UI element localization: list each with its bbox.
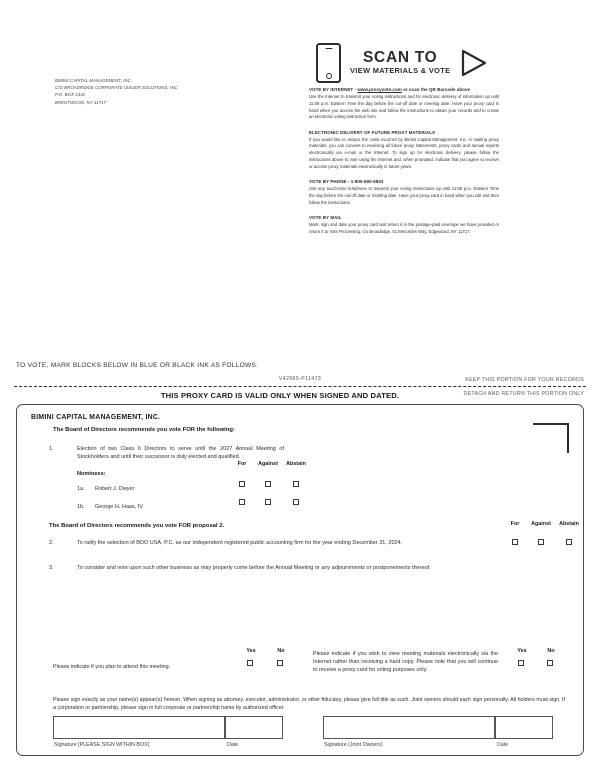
date-joint-box[interactable] [495, 716, 553, 739]
checkbox-1b-against[interactable] [265, 499, 271, 505]
valid-when-signed-notice: THIS PROXY CARD IS VALID ONLY WHEN SIGNED AND DATED. [160, 391, 400, 400]
column-header-for-2: For [510, 521, 520, 527]
proposal-1 [49, 445, 284, 462]
instruction-body: Use any touch-tone telephone to transmit your voting instructions up until 11:59 p.m. Eastern Time the day before the cut-off date or meeting date. Have your proxy card in hand when you call and then follow the instructions. [309, 186, 499, 205]
card-company-title: BIMINI CAPITAL MANAGEMENT, INC. [31, 414, 161, 421]
detach-portion-notice: DETACH AND RETURN THIS PORTION ONLY [463, 391, 584, 397]
voting-instructions [309, 86, 499, 236]
column-header-abstain-2: Abstain [559, 521, 579, 527]
instruction-phone [309, 178, 499, 206]
attendance-no-label: No [277, 648, 285, 654]
play-triangle-icon [461, 49, 487, 77]
board-recommendation-1: The Board of Directors recommends you vote FOR the following: [53, 427, 235, 433]
address-line: C/O BROADRIDGE CORPORATE ISSUER SOLUTIONS, INC [55, 85, 178, 91]
control-number: V42965-P11473 [278, 376, 322, 382]
instruction-body: If you would like to reduce the costs incurred by Bimini Capital Management, Inc. in mailing proxy materials, you can consent to receiving all future proxy statements, proxy cards and annual reports electronically via e-mail or the Internet. To sign up for electronic delivery, please follow the instructions above to vote using the Internet and, when prompted, indicate that you agree to receive or access proxy materials electronically in future years. [309, 136, 499, 170]
checkbox-2-against[interactable] [538, 539, 544, 545]
electronic-materials-question: Please indicate if you wish to view meeting materials electronically via the Internet rather than receiving a hard copy. Please note that you will continue to receive a proxy card for voting purposes only. [313, 651, 498, 674]
instruction-heading: VOTE BY INTERNET - www.proxyvote.com or scan the QR Barcode above [309, 87, 471, 92]
alignment-corner-mark [533, 423, 569, 453]
column-header-for: For [237, 461, 247, 467]
proxy-card [16, 404, 584, 756]
mark-blocks-notice: TO VOTE, MARK BLOCKS BELOW IN BLUE OR BLACK INK AS FOLLOWS: [16, 362, 259, 369]
electronic-no-label: No [547, 648, 555, 654]
smartphone-icon [316, 43, 341, 83]
detach-dashed-rule [14, 386, 586, 387]
proposal-2 [49, 539, 509, 547]
proposal-2-text: To ratify the selection of BDO USA, P.C. as our independent registered public accounting firm for the year ending December 31, 2024. [77, 540, 403, 546]
checkbox-1a-abstain[interactable] [293, 481, 299, 487]
proxyvote-link[interactable]: www.proxyvote.com [357, 87, 402, 92]
date-primary-box[interactable] [225, 716, 283, 739]
column-header-against: Against [258, 461, 278, 467]
instruction-body: Mark, sign and date your proxy card and return it in the postage-paid envelope we have provided or return it to Vote Processing, c/o Broadridge, 51 Mercedes Way, Edgewood, NY 11717. [309, 222, 499, 234]
checkbox-1a-against[interactable] [265, 481, 271, 487]
checkbox-1b-abstain[interactable] [293, 499, 299, 505]
signature-joint-label: Signature (Joint Owners) [324, 742, 383, 748]
instruction-heading: VOTE BY PHONE - 1-800-690-6903 [309, 179, 384, 185]
electronic-yes-label: Yes [517, 648, 527, 654]
signature-primary-label: Signature [PLEASE SIGN WITHIN BOX] [54, 742, 150, 748]
address-line: P.O. BOX 1342 [55, 92, 86, 98]
instruction-electronic-delivery [309, 129, 499, 171]
checkbox-1b-for[interactable] [239, 499, 245, 505]
instruction-heading: ELECTRONIC DELIVERY OF FUTURE PROXY MATERIALS [309, 129, 436, 135]
date-primary-label: Date [227, 742, 239, 748]
nominee-1b-tag: 1b. [77, 504, 85, 510]
scan-headline: SCAN TO [363, 48, 438, 66]
checkbox-attendance-no[interactable] [277, 660, 283, 666]
instruction-body: Use the Internet to transmit your voting instructions and for electronic delivery of information up until 11:59 p.m. Eastern Time the day before the cut-off date or meeting date. Have your proxy card in hand when you access the web site and follow the instructions to obtain your records and to create an electronic voting instruction form. [309, 93, 499, 120]
nominees-label: Nominees: [77, 471, 106, 477]
address-line: BIMINI CAPITAL MANAGEMENT, INC. [55, 78, 133, 83]
nominee-row-1b [77, 504, 143, 510]
checkbox-electronic-no[interactable] [547, 660, 553, 666]
scan-to-vote-banner [316, 42, 496, 84]
scan-subheadline: VIEW MATERIALS & VOTE [350, 66, 451, 76]
column-header-abstain: Abstain [286, 461, 306, 467]
address-line: BRENTWOOD, NY 11717 [55, 99, 107, 105]
scan-banner-text [350, 50, 450, 76]
column-header-against-2: Against [531, 521, 551, 527]
mailing-address [55, 77, 178, 106]
attendance-yes-label: Yes [246, 648, 256, 654]
proposal-1-number: 1. [49, 446, 54, 452]
proposal-3-number: 3. [49, 565, 54, 571]
proposal-3 [49, 564, 519, 572]
proposal-1-text: Election of two Class II Directors to serve until the 2027 Annual Meeting of Stockholders and until their successor is duly elected and qualified. [77, 446, 284, 461]
checkbox-electronic-yes[interactable] [518, 660, 524, 666]
instruction-heading: VOTE BY MAIL [309, 215, 342, 221]
attendance-question: Please indicate if you plan to attend this meeting. [53, 664, 171, 670]
date-joint-label: Date [497, 742, 509, 748]
nominee-row-1a [77, 486, 134, 492]
signature-instructions: Please sign exactly as your name(s) appear(s) hereon. When signing as attorney, executor, administrator, or other fiduciary, please give full title as such. Joint owners should each sign personally. All holders must sign. If a corporation or partnership, please sign in full corporate or partnership name by authorized officer. [53, 697, 565, 712]
proposal-2-number: 2. [49, 540, 54, 546]
signature-joint-box[interactable] [323, 716, 495, 739]
nominee-1b-name: George H. Haas, IV [95, 504, 143, 510]
board-recommendation-2: The Board of Directors recommends you vote FOR proposal 2. [49, 523, 225, 529]
instruction-mail [309, 214, 499, 236]
instruction-internet [309, 86, 499, 121]
checkbox-attendance-yes[interactable] [247, 660, 253, 666]
nominee-1a-tag: 1a. [77, 486, 85, 492]
keep-portion-notice: KEEP THIS PORTION FOR YOUR RECORDS [465, 377, 584, 383]
checkbox-1a-for[interactable] [239, 481, 245, 487]
checkbox-2-for[interactable] [512, 539, 518, 545]
checkbox-2-abstain[interactable] [566, 539, 572, 545]
signature-primary-box[interactable] [53, 716, 225, 739]
nominee-1a-name: Robert J. Dwyer [95, 486, 135, 492]
proposal-3-text: To consider and vote upon such other business as may properly come before the Annual Meeting or any adjournments or postponements thereof. [77, 565, 431, 571]
